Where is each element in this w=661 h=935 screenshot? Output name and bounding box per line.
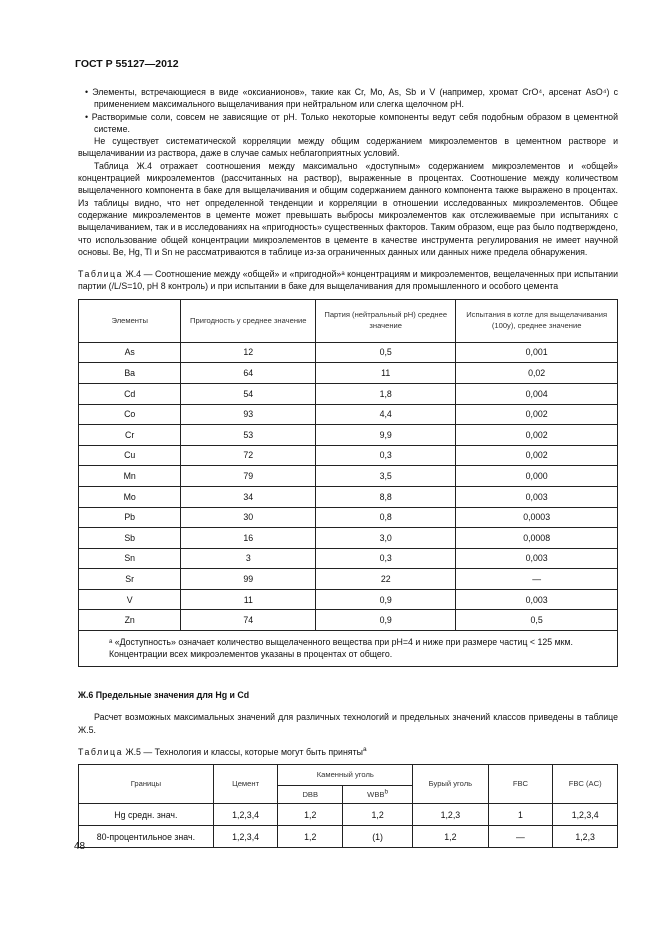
table-cell: 1,2,3	[413, 804, 488, 826]
column-header-text: WBB	[367, 789, 385, 799]
column-header: Пригодность у среднее значение	[181, 299, 316, 342]
table-note-row	[79, 631, 618, 667]
column-header: Партия (нейтральный pH) среднее значение	[316, 299, 456, 342]
table-cell: 0,0008	[456, 528, 618, 549]
column-header: DBB	[278, 786, 343, 804]
table-cell: 0,8	[316, 507, 456, 528]
table-body	[79, 804, 618, 848]
table-cell: 1,2,3,4	[213, 826, 278, 848]
table-header-row	[79, 765, 618, 786]
paragraph: Не существует систематической корреляции между общим содержанием микроэлементов в цементном растворе и выщелачивании из раствора, даже в случае самых неблагоприятных условий.	[78, 136, 618, 159]
bullet-item: • Элементы, встречающиеся в виде «оксианионов», такие как Cr, Mo, As, Sb и V (например, хромат CrO⁴, арсенат AsO⁴) с применением максимального выщелачивания при нейтральном или слегка щелочном pH.	[85, 87, 618, 110]
table-note	[79, 631, 618, 667]
table-cell: 0,3	[316, 445, 456, 466]
table-cell: Pb	[79, 507, 181, 528]
table-cell: 1,2	[278, 804, 343, 826]
table-cell: Ba	[79, 363, 181, 384]
table-cell: Cu	[79, 445, 181, 466]
table-cell: Sn	[79, 548, 181, 569]
table-row	[79, 548, 618, 569]
table-cell: 30	[181, 507, 316, 528]
table-cell: Zn	[79, 610, 181, 631]
table-cell: 74	[181, 610, 316, 631]
table-row	[79, 425, 618, 446]
table-cell: —	[488, 826, 553, 848]
table-note-line: Концентрации всех микроэлементов указаны в процентах от общего.	[109, 649, 393, 660]
caption-label: Таблица	[78, 269, 123, 280]
table-cell: 0,003	[456, 589, 618, 610]
caption-text: Ж.4 — Соотношение между «общей» и «пригодной»ᵃ концентрациям и микроэлементов, вещелаченных при испытании партии (/L/S=10, pH 8 контроль) и при испытании в баке для выщелачивания для промышленного и особого цемента	[78, 269, 618, 292]
table-cell: 0,002	[456, 404, 618, 425]
table-cell: 1,2,3	[553, 826, 618, 848]
table-cell: 0,9	[316, 589, 456, 610]
table-cell: 11	[316, 363, 456, 384]
table-cell: 1	[488, 804, 553, 826]
column-header: Цемент	[213, 765, 278, 804]
table-row	[79, 404, 618, 425]
table-cell: 1,2,3,4	[553, 804, 618, 826]
table-technology-classes	[78, 764, 618, 848]
table-cell: Cr	[79, 425, 181, 446]
table-cell: 54	[181, 383, 316, 404]
caption-label: Таблица	[78, 746, 123, 757]
table-row	[79, 589, 618, 610]
paragraph: Расчет возможных максимальных значений для различных технологий и предельных значений классов приведены в таблице Ж.5.	[78, 712, 618, 735]
table-cell: 4,4	[316, 404, 456, 425]
document-body	[78, 86, 618, 848]
table-cell: 3,0	[316, 528, 456, 549]
table-cell: 72	[181, 445, 316, 466]
section-title: Ж.6 Предельные значения для Hg и Cd	[78, 690, 250, 701]
table-row	[79, 383, 618, 404]
table-row	[79, 569, 618, 590]
table-cell: 0,5	[316, 342, 456, 363]
table-caption	[78, 268, 618, 293]
table-cell: 3	[181, 548, 316, 569]
table-cell: Sr	[79, 569, 181, 590]
table-cell: 0,001	[456, 342, 618, 363]
table-row	[79, 466, 618, 487]
page-number: 48	[74, 841, 86, 852]
table-cell: 1,8	[316, 383, 456, 404]
table-cell: V	[79, 589, 181, 610]
column-header: FBC	[488, 765, 553, 804]
table-row	[79, 342, 618, 363]
table-element-ratios	[78, 299, 618, 667]
caption-text: Ж.5 — Технология и классы, которые могут быть приняты	[125, 746, 363, 757]
column-header: FBC (AC)	[553, 765, 618, 804]
table-cell: 9,9	[316, 425, 456, 446]
table-cell: 0,5	[456, 610, 618, 631]
table-note-line: ᵃ «Доступность» означает количество выщелаченного вещества при pH=4 и ниже при размере частиц < 125 мкм.	[109, 637, 574, 648]
table-cell: —	[456, 569, 618, 590]
column-header: Бурый уголь	[413, 765, 488, 804]
table-header-row	[79, 299, 618, 342]
table-cell: 64	[181, 363, 316, 384]
table-cell: Sb	[79, 528, 181, 549]
table-cell: 79	[181, 466, 316, 487]
caption-superscript: a	[362, 746, 367, 754]
table-cell: 53	[181, 425, 316, 446]
table-cell: 1,2	[278, 826, 343, 848]
table-cell: 11	[181, 589, 316, 610]
table-row	[79, 826, 618, 848]
table-cell: 0,004	[456, 383, 618, 404]
table-row	[79, 507, 618, 528]
bullet-item: • Растворимые соли, совсем не зависящие от pH. Только некоторые компоненты ведут себя подобным образом в цементной системе.	[85, 111, 618, 134]
table-cell: 99	[181, 569, 316, 590]
table-caption	[78, 746, 618, 758]
table-cell: Hg средн. знач.	[79, 804, 214, 826]
table-cell: 0,000	[456, 466, 618, 487]
table-cell: Mo	[79, 486, 181, 507]
table-cell: 34	[181, 486, 316, 507]
table-row	[79, 445, 618, 466]
table-cell: 0,003	[456, 486, 618, 507]
column-header: Элементы	[79, 299, 181, 342]
table-cell: 1,2	[413, 826, 488, 848]
table-row	[79, 486, 618, 507]
column-header: Испытания в котле для выщелачивания (100у), среднее значение	[456, 299, 618, 342]
table-cell: 0,002	[456, 425, 618, 446]
table-cell: (1)	[343, 826, 413, 848]
column-header-superscript: b	[384, 788, 389, 796]
table-cell: 0,003	[456, 548, 618, 569]
table-row	[79, 528, 618, 549]
table-cell: 0,02	[456, 363, 618, 384]
table-cell: 0,3	[316, 548, 456, 569]
table-body	[79, 342, 618, 630]
table-cell: 80-процентильное знач.	[79, 826, 214, 848]
table-cell: Co	[79, 404, 181, 425]
table-cell: 1,2,3,4	[213, 804, 278, 826]
table-row	[79, 363, 618, 384]
table-row	[79, 610, 618, 631]
table-cell: 1,2	[343, 804, 413, 826]
paragraph: Таблица Ж.4 отражает соотношения между максимально «доступным» содержанием микроэлементов и «общей» концентрацией микроэлементов (рассчитанных на раствор), выраженные в процентах. Соотношение между количеством выщелаченного компонента в баке для выщелачивания и общим содержанием данного компонента также выражено в процентах. Из таблицы видно, что нет определенной тенденции и корреляции в отношении исследованных микроэлементов. Общее содержание микроэлементов в цементе может превышать выбросы микроэлементов как отслеживаемые при испытаниях с выщелачиванием, так и в исследованиях на «пригодность» существенных факторов. Таким образом, еще раз было подтверждено, что использование общей концентрации микроэлементов в цементе в качестве инструмента регулирования не имеет научной основы. Be, Hg, Tl и Sn не рассматриваются в таблице из-за ограниченных данных или данных ниже предела обнаружения.	[78, 160, 618, 257]
column-header	[343, 786, 413, 804]
column-header: Границы	[79, 765, 214, 804]
table-cell: Mn	[79, 466, 181, 487]
table-cell: 3,5	[316, 466, 456, 487]
table-cell: 12	[181, 342, 316, 363]
table-cell: 0,002	[456, 445, 618, 466]
table-cell: 22	[316, 569, 456, 590]
table-cell: Cd	[79, 383, 181, 404]
table-cell: 16	[181, 528, 316, 549]
table-cell: As	[79, 342, 181, 363]
document-header: ГОСТ Р 55127—2012	[75, 58, 179, 70]
table-cell: 8,8	[316, 486, 456, 507]
table-cell: 0,9	[316, 610, 456, 631]
table-cell: 93	[181, 404, 316, 425]
table-row	[79, 804, 618, 826]
table-cell: 0,0003	[456, 507, 618, 528]
column-header: Каменный уголь	[278, 765, 413, 786]
